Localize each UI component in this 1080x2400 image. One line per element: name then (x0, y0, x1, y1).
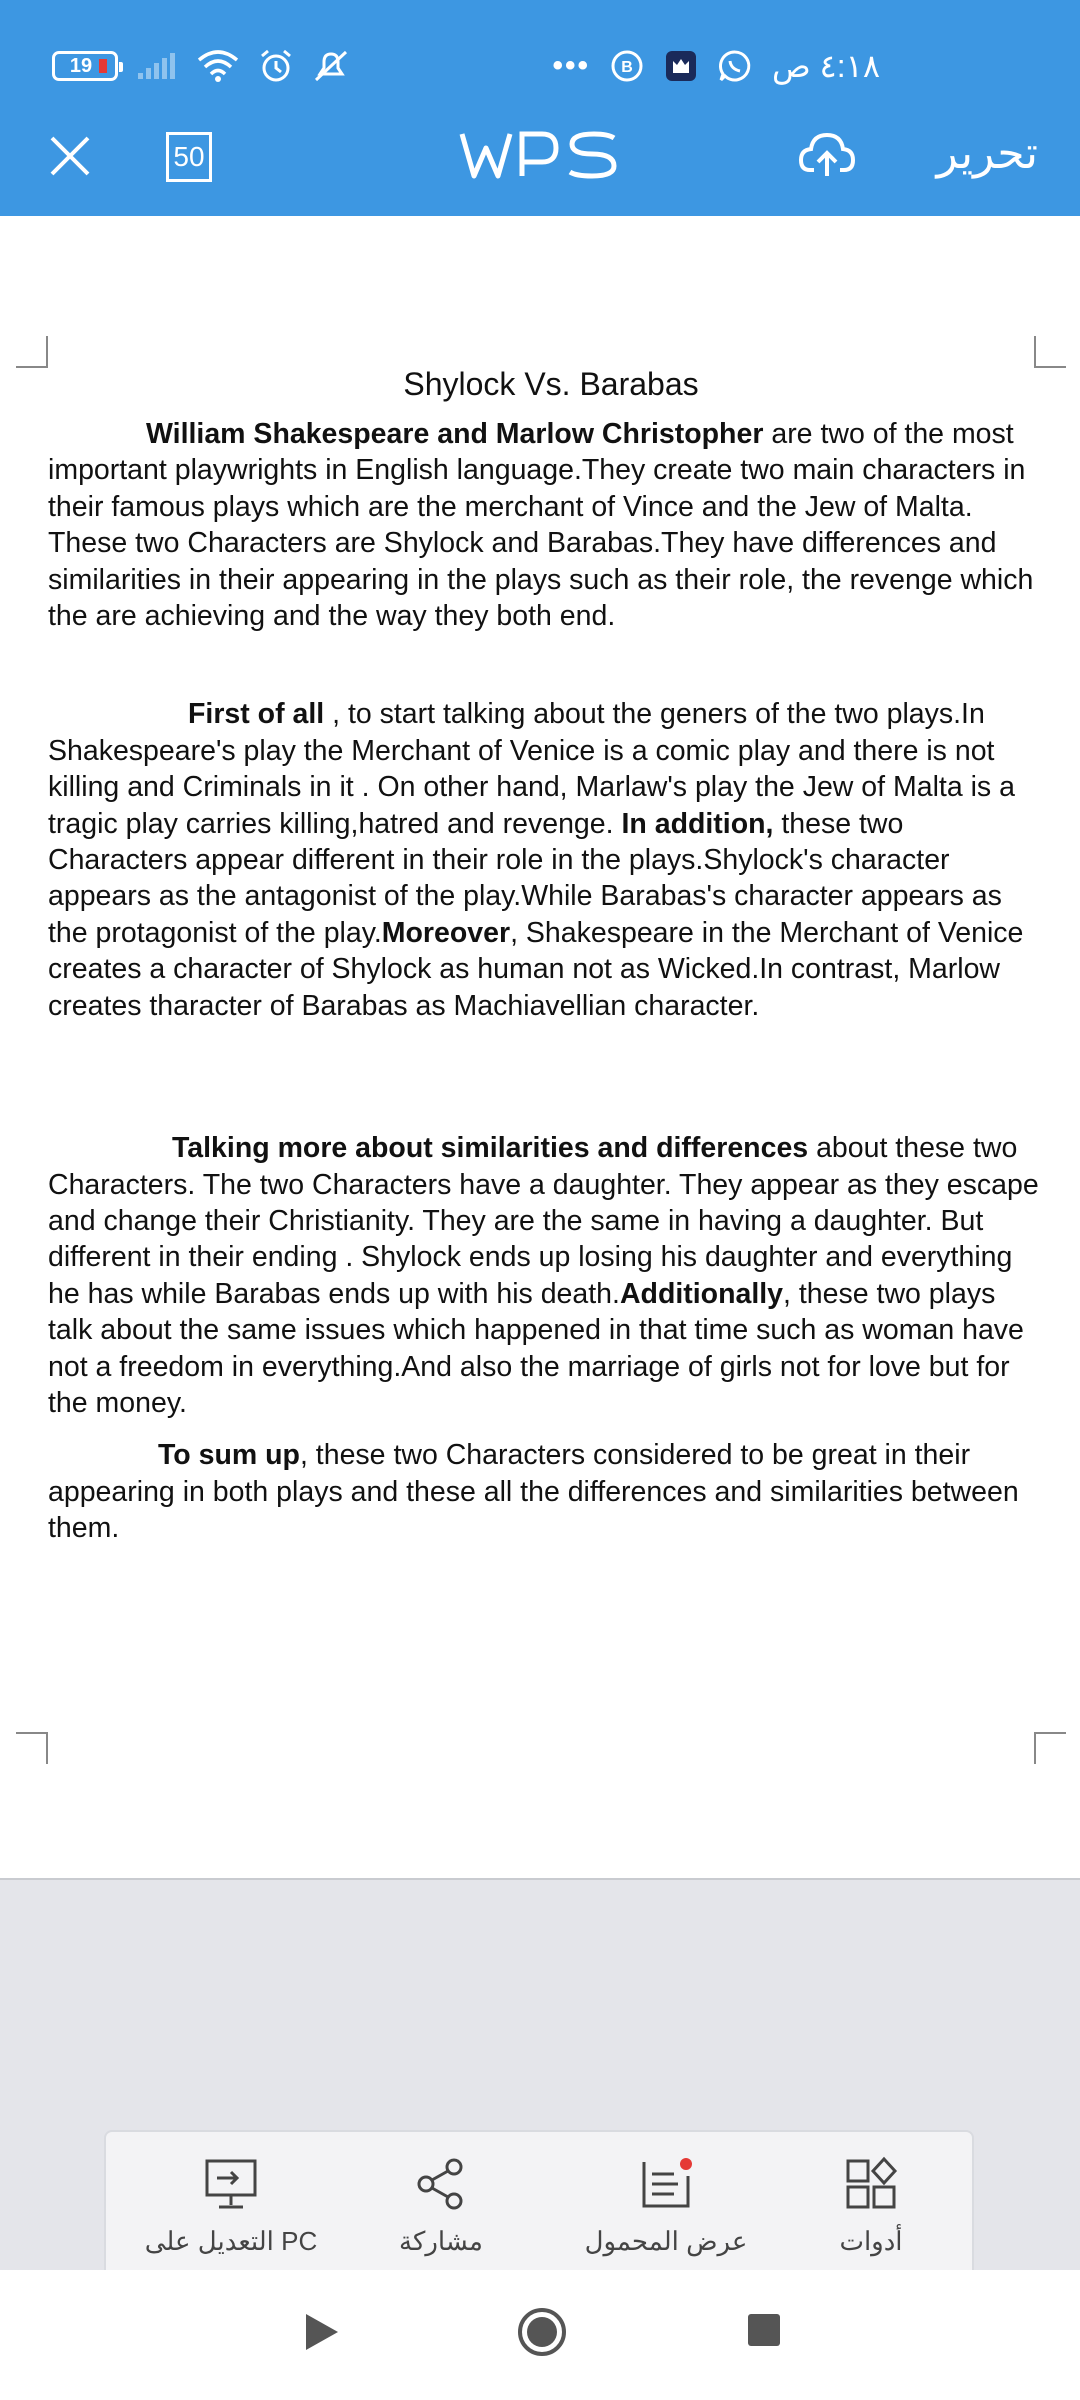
document-page[interactable] (0, 216, 1080, 1880)
recents-button[interactable] (746, 2312, 782, 2353)
paragraph-1-lead: William Shakespeare and Marlow Christopher (146, 418, 764, 450)
paragraph-3-bold-2: Additionally (619, 1277, 784, 1310)
paragraph-2-text-3: , Shakespeare in the Merchant of Venice creates a character of Shylock as human not as Wicked.In contrast, Marlow creates tharacter of Barabas as Machiavellian character. (48, 916, 1024, 1022)
wps-logo (458, 128, 622, 182)
paragraph-1 (48, 416, 1046, 634)
home-button[interactable] (516, 2306, 568, 2363)
crop-mark-bottom-left (16, 1732, 48, 1764)
battery-icon (52, 51, 118, 81)
alarm-icon (258, 48, 294, 84)
crop-mark-top-left (16, 336, 48, 368)
app-icon (664, 49, 698, 83)
paragraph-4 (48, 1437, 1046, 1546)
page-count: 50 (173, 141, 205, 172)
document-body (48, 364, 1046, 1547)
paragraph-4-text: , these two Characters considered to be great in their appearing in both plays and these all the differences and similarities between them. (48, 1439, 1019, 1545)
close-button[interactable] (44, 130, 96, 182)
share-icon (411, 2154, 471, 2214)
paragraph-3-text-2: , these two plays talk about the same issues which happened in that time such as woman have not a freedom in everything.And also the marriage of girls not for love but for the money. (48, 1277, 1024, 1419)
notification-dot (680, 2158, 692, 2170)
paragraph-4-lead: To sum up (158, 1439, 300, 1472)
paragraph-2 (48, 696, 1046, 1024)
document-title: Shylock Vs. Barabas (403, 366, 699, 402)
edit-on-pc-button[interactable] (126, 2132, 336, 2272)
close-icon (44, 130, 96, 182)
page-count-button[interactable] (166, 132, 212, 182)
status-bar (0, 0, 1080, 130)
monitor-edit-icon (201, 2154, 261, 2214)
wps-logo-icon (458, 128, 622, 182)
tools-grid-icon (841, 2154, 901, 2214)
play-button[interactable] (302, 2310, 342, 2359)
document-toolbar (0, 120, 1080, 216)
mobile-view-button[interactable] (566, 2132, 766, 2272)
edit-button[interactable]: تحرير (936, 129, 1038, 178)
upload-cloud-button[interactable] (798, 126, 856, 184)
paragraph-2-text-2: these two Characters appear different in their role in the plays.Shylock's character appears as the antagonist of the play.While Barabas's character appears as the protagonist of the play. (48, 807, 1002, 949)
bottom-action-bar (104, 2130, 974, 2270)
share-button[interactable] (356, 2132, 526, 2272)
status-left-icons (52, 44, 350, 88)
svg-text:B: B (621, 59, 633, 76)
paragraph-2-bold-2: In addition, (621, 807, 774, 840)
paragraph-2-bold-3: Moreover (381, 916, 511, 949)
mobile-view-label: عرض المحمول (584, 2226, 748, 2256)
paragraph-3-lead: Talking more about similarities and differences (172, 1132, 809, 1165)
paragraph-1-text: are two of the most important playwrights in English language.They create two main characters in their famous plays which are the merchant of Vince and the Jew of Malta. These two Characters are Shylock and Barabas.They have differences and similarities in their appearing in the plays such as their role, the revenge which the are achieving and the way they both end. (48, 418, 1034, 633)
paragraph-3 (48, 1130, 1046, 1421)
paragraph-2-text-1: , to start talking about the geners of the two plays.In Shakespeare's play the Merchant of Venice is a comic play and there is not killing and Criminals in it . On other hand, Marlaw's play the Jew of Malta is a tragic play carries killing,hatred and revenge. (48, 698, 1015, 840)
paragraph-2-lead: First of all (188, 698, 325, 731)
app-header (0, 0, 1080, 216)
tools-label: أدوات (839, 2226, 903, 2256)
play-icon (302, 2310, 342, 2354)
square-icon (746, 2312, 782, 2348)
upload-cloud-icon (798, 126, 856, 184)
signal-icon (136, 51, 178, 81)
whatsapp-icon (718, 49, 752, 83)
paragraph-3-text-1: about these two Characters. The two Characters have a daughter. They appear as they escape and change their Christianity. They are the same in having a daughter. But different in their ending . Shylock ends up losing his daughter and everything he has while Barabas ends up with his death. (48, 1132, 1039, 1310)
mobile-view-icon (636, 2154, 696, 2214)
wifi-icon (196, 48, 240, 84)
battery-level: 19 (69, 54, 93, 77)
status-time: ٤:١٨ ص (771, 48, 880, 84)
home-circle-icon (516, 2306, 568, 2358)
share-label: مشاركة (399, 2226, 483, 2256)
status-right-icons (552, 44, 880, 88)
more-notifications-dots: ••• (552, 49, 590, 82)
crop-mark-bottom-right (1034, 1732, 1066, 1764)
mute-icon (312, 48, 350, 84)
system-navigation-bar (0, 2270, 1080, 2400)
bip-icon (610, 49, 644, 83)
edit-on-pc-label: التعديل على PC (144, 2226, 318, 2256)
tools-button[interactable] (796, 2132, 946, 2272)
